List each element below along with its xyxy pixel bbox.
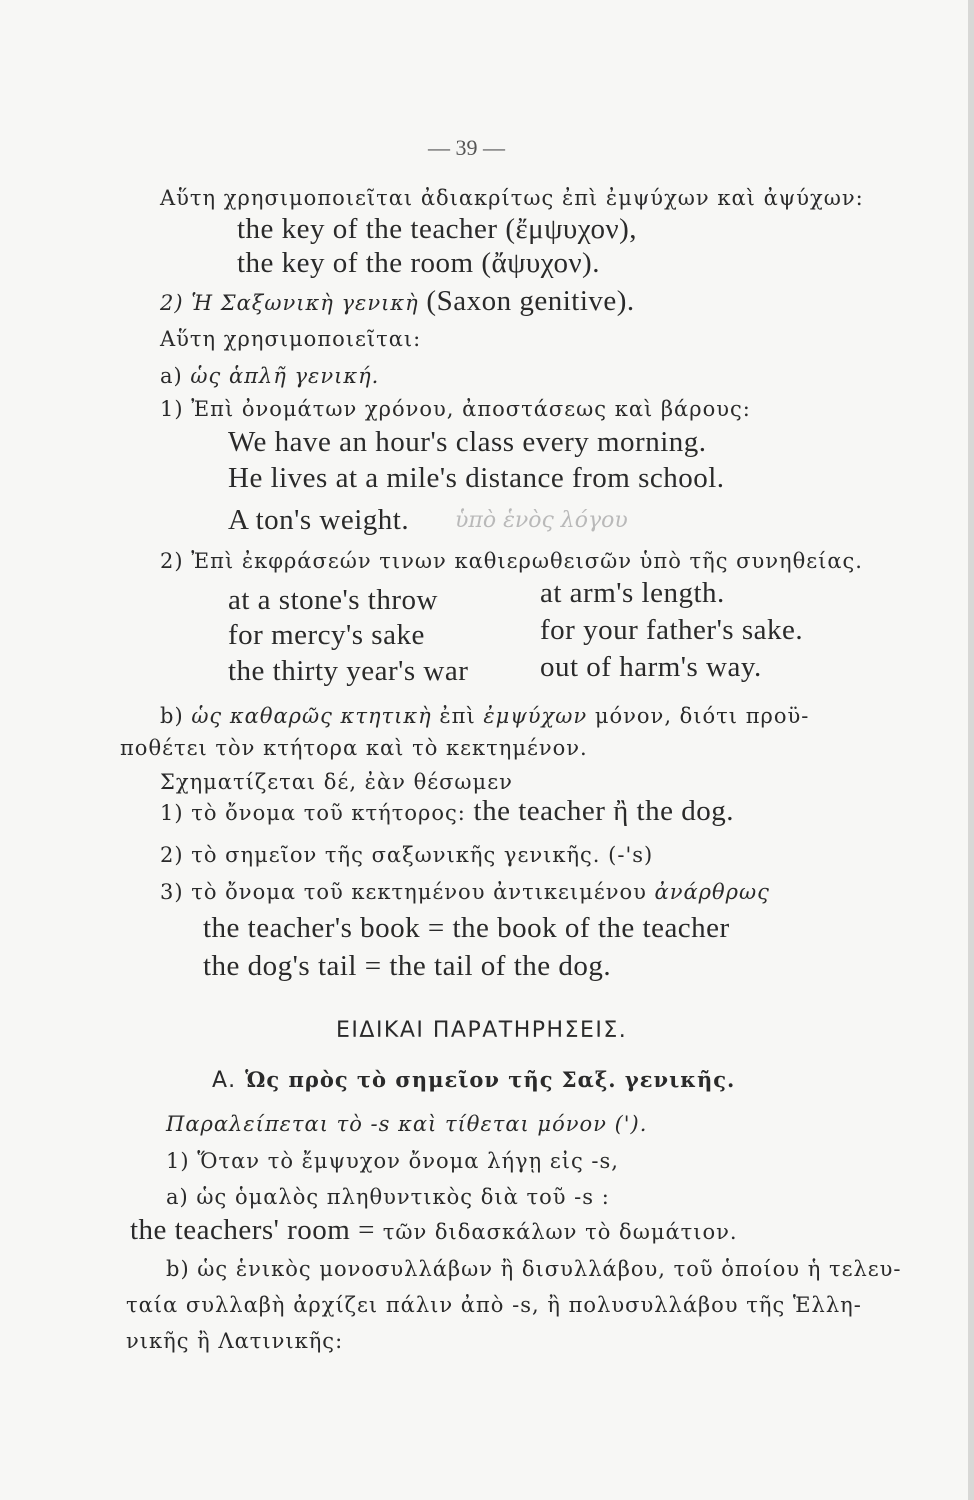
list-marker: A. xyxy=(212,1068,246,1093)
text-line: Αὕτη χρησιμοποιεῖται: xyxy=(160,327,422,351)
text-fragment: ἐπὶ xyxy=(431,704,484,728)
text-line xyxy=(160,876,770,907)
text-line: ποθέτει τὸν κτήτορα καὶ τὸ κεκτημένον. xyxy=(120,736,588,760)
text-fragment: τῶν διδασκάλων τὸ δωμάτιον. xyxy=(382,1220,738,1244)
example-fragment: the teacher ἢ the dog. xyxy=(473,795,734,827)
text-line: b) ὡς ἑνικὸς μονοσυλλάβων ἢ δισυλλάβου, τοῦ ὁποίου ἡ τελευ- xyxy=(166,1257,902,1281)
example-fragment: the teachers' room = xyxy=(130,1214,383,1246)
text-fragment: μόνον, διότι προϋ- xyxy=(587,704,810,728)
example-line: out of harm's way. xyxy=(540,651,762,683)
section-line xyxy=(160,286,635,318)
text-line: 2) Ἐπὶ ἐκφράσεών τινων καθιερωθεισῶν ὑπὸ τῆς συνηθείας. xyxy=(160,549,863,573)
example-line: A ton's weight. xyxy=(228,504,410,536)
text-line: Αὕτη χρησιμοποιεῖται ἀδιακρίτως ἐπὶ ἐμψύχων καὶ ἀψύχων: xyxy=(160,186,864,210)
text-line: 1) Ἐπὶ ὀνομάτων χρόνου, ἀποστάσεως καὶ βάρους: xyxy=(160,397,751,421)
text-line xyxy=(160,360,379,391)
scan-edge xyxy=(968,0,974,1500)
example-line: the key of the room (ἄψυχον). xyxy=(237,247,600,279)
text-line: Παραλείπεται τὸ -s καὶ τίθεται μόνον ('). xyxy=(166,1112,648,1136)
term: ἀνάρθρως xyxy=(654,880,770,904)
list-marker: a) xyxy=(160,364,191,388)
text-line: 2) τὸ σημεῖον τῆς σαξωνικῆς γενικῆς. (-'s) xyxy=(160,843,654,867)
example-line xyxy=(130,1215,738,1247)
text-fragment: 1) τὸ ὄνομα τοῦ κτήτορος: xyxy=(160,801,474,825)
text-line: νικῆς ἢ Λατινικῆς: xyxy=(126,1329,344,1353)
page-number: — 39 — xyxy=(428,135,505,160)
term: Ἡ Σαξωνικὴ γενικὴ xyxy=(191,291,419,315)
subheading: Ὡς πρὸς τὸ σημεῖον τῆς Σαξ. γενικῆς. xyxy=(245,1067,736,1092)
term: ὡς καθαρῶς κτητικὴ xyxy=(191,704,432,728)
section-heading: ΕΙΔΙΚΑΙ ΠΑΡΑΤΗΡΗΣΕΙΣ. xyxy=(336,1018,628,1043)
example-line: for your father's sake. xyxy=(540,614,804,646)
example-line: at arm's length. xyxy=(540,577,725,609)
example-line: the key of the teacher (ἔμψυχον), xyxy=(237,213,637,245)
list-marker: 2) xyxy=(160,291,192,315)
term-gloss: (Saxon genitive). xyxy=(418,285,635,317)
subheading-line xyxy=(212,1064,735,1096)
text-line: ταία συλλαβὴ ἀρχίζει πάλιν ἀπὸ -s, ἢ πολυσυλλάβου τῆς Ἑλλη- xyxy=(126,1293,862,1317)
text-line: 1) Ὅταν τὸ ἔμψυχον ὄνομα λήγῃ εἰς -s, xyxy=(166,1149,619,1173)
example-line: the teacher's book = the book of the teacher xyxy=(203,912,730,944)
term: ὡς ἁπλῆ γενική. xyxy=(190,364,380,388)
text-line: a) ὡς ὁμαλὸς πληθυντικὸς διὰ τοῦ -s : xyxy=(166,1185,610,1209)
example-line: We have an hour's class every morning. xyxy=(228,426,707,458)
list-marker: b) xyxy=(160,704,192,728)
example-line: the dog's tail = the tail of the dog. xyxy=(203,950,612,982)
example-line: He lives at a mile's distance from school. xyxy=(228,462,725,494)
example-line: at a stone's throw xyxy=(228,584,438,616)
text-line xyxy=(160,796,734,828)
term: ἐμψύχων xyxy=(483,704,588,728)
example-line: for mercy's sake xyxy=(228,619,425,651)
text-fragment: 3) τὸ ὄνομα τοῦ κεκτημένου ἀντικειμένου xyxy=(160,880,655,904)
handwritten-annotation: ὑπὸ ἑνὸς λόγου xyxy=(455,508,628,533)
text-line: Σχηματίζεται δέ, ἐὰν θέσωμεν xyxy=(160,770,513,794)
text-line xyxy=(160,700,809,731)
example-line: the thirty year's war xyxy=(228,655,469,687)
